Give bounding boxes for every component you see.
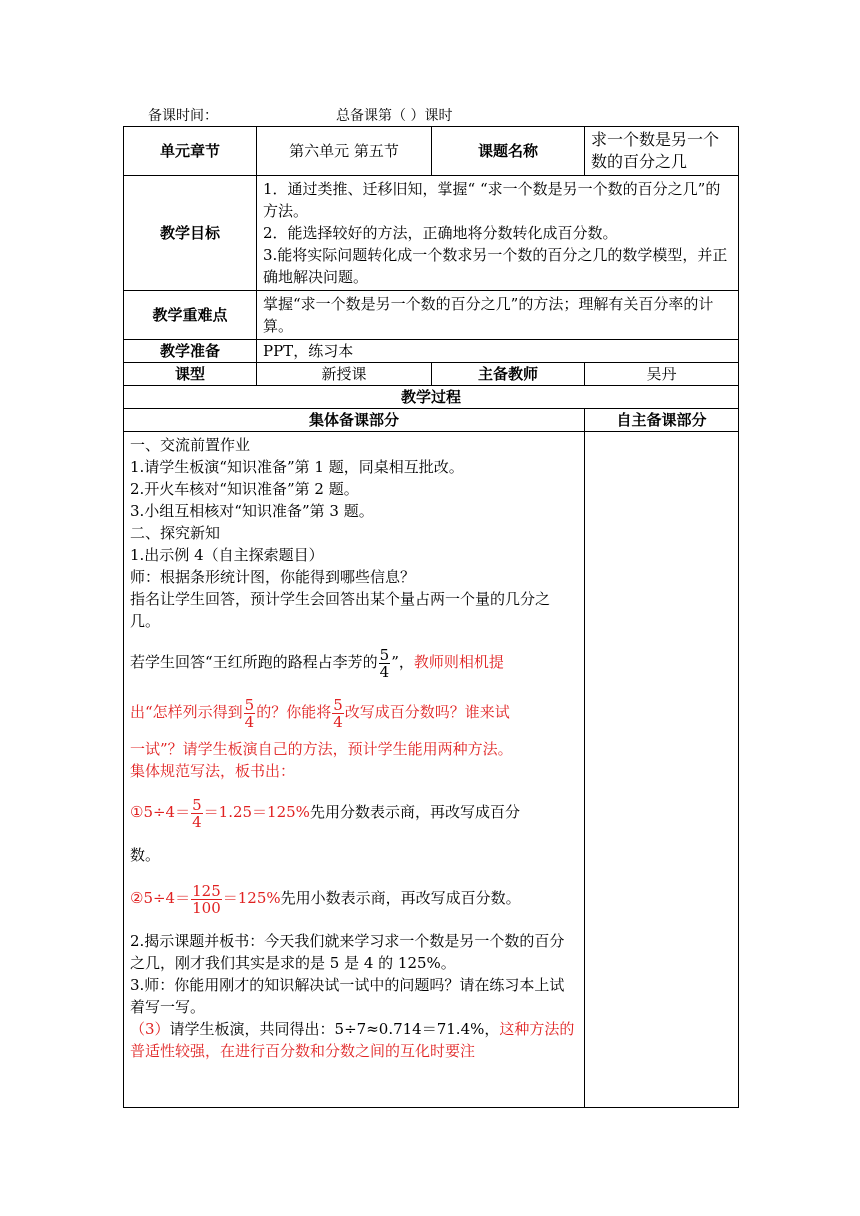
- type-value: 新授课: [257, 363, 432, 386]
- teacher-prompt-line: 一试”？请学生板演自己的方法，预计学生能用两种方法。: [130, 740, 513, 758]
- numerator: 5: [244, 695, 255, 714]
- denominator: 4: [192, 812, 202, 831]
- text: 改写成百分数吗？谁来试: [344, 703, 510, 721]
- step-text: 1.请学生板演“知识准备”第 1 题，同桌相互批改。: [130, 458, 464, 476]
- goal-item: 3.能将实际问题转化成一个数求另一个数的百分之几的数学模型，并正确地解决问题。: [263, 246, 728, 286]
- unit-label: 单元章节: [124, 127, 257, 176]
- denominator: 4: [244, 712, 255, 731]
- step-text: 指名让学生回答，预计学生会回答出某个量占两一个量的几分之几。: [130, 590, 551, 630]
- text: 出“怎样列示得到: [130, 703, 243, 721]
- type-label: 课型: [124, 363, 257, 386]
- topic-value: 求一个数是另一个数的百分之几: [585, 127, 739, 176]
- step-text: 3.师：你能用刚才的知识解决试一试中的问题吗？请在练习本上试着写一写。: [130, 976, 565, 1016]
- process-title: 教学过程: [124, 386, 739, 409]
- step-text: 2.揭示课题并板书：今天我们就来学习求一个数是另一个数的百分之几，刚才我们其实是求的是 5 是 4 的 125%。: [130, 932, 565, 972]
- step-text: 师：根据条形统计图，你能得到哪些信息？: [130, 568, 416, 586]
- goal-item: 2．能选择较好的方法，正确地将分数转化成百分数。: [263, 224, 618, 242]
- group-prep-content: [124, 432, 585, 1108]
- step-text: [130, 1018, 578, 1062]
- text: 先用小数表示商，再改写成百分数。: [280, 889, 521, 907]
- text: 的？你能将: [256, 703, 332, 721]
- section-heading: 二、探究新知: [130, 524, 221, 542]
- red-text: 这种方法的普适性较强，在进行百分数和分数之间的互化时要注: [130, 1020, 575, 1060]
- self-prep-header: 自主备课部分: [585, 409, 739, 432]
- fraction-5-4: [244, 697, 256, 730]
- key-points-value: 掌握“求一个数是另一个数的百分之几”的方法；理解有关百分率的计算。: [257, 291, 739, 340]
- formula: ＝1.25＝125%: [203, 803, 310, 821]
- lesson-plan-table: [123, 126, 739, 1108]
- formula: ①5÷4＝: [130, 803, 191, 821]
- prep-label: 教学准备: [124, 340, 257, 363]
- teacher-prompt-line: 集体规范写法，板书出：: [130, 762, 296, 780]
- text: 若学生回答“王红所跑的路程占李芳的: [130, 653, 378, 671]
- denominator: 4: [333, 712, 343, 731]
- method-one-line-end: 数。: [130, 846, 161, 864]
- method-one-line: [130, 794, 578, 830]
- step-text: 2.开火车核对“知识准备”第 2 题。: [130, 480, 359, 498]
- formula: ＝125%: [222, 889, 281, 907]
- numerator: 5: [192, 795, 202, 814]
- section-heading: 一、交流前置作业: [130, 436, 251, 454]
- prep-value: PPT，练习本: [257, 340, 739, 363]
- unit-value: 第六单元 第五节: [257, 127, 432, 176]
- step-text: 1.出示例 4（自主探索题目）: [130, 546, 324, 564]
- goal-item: 1．通过类推、迁移旧知，掌握“ “求一个数是另一个数的百分之几”的方法。: [263, 180, 721, 220]
- key-points-label: 教学重难点: [124, 291, 257, 340]
- goals-cell: [257, 176, 739, 291]
- fraction-5-4: [332, 697, 344, 730]
- goal-label: 教学目标: [124, 176, 257, 291]
- teacher-value: 吴丹: [585, 363, 739, 386]
- topic-label: 课题名称: [432, 127, 585, 176]
- red-text: 教师则相机提: [413, 653, 504, 671]
- denominator: 4: [379, 662, 390, 681]
- numerator: 5: [333, 695, 343, 714]
- text: 请学生板演，共同得出：5÷7≈0.714＝71.4%，: [169, 1020, 500, 1038]
- student-answer-line: [130, 644, 578, 680]
- fraction-125-100: [191, 883, 222, 916]
- text: ”，: [391, 653, 414, 671]
- total-lesson-label: 总备课第（ ）课时: [336, 108, 453, 124]
- numerator: 5: [379, 645, 390, 664]
- method-two-line: [130, 880, 578, 916]
- formula: ②5÷4＝: [130, 889, 191, 907]
- fraction-5-4: [191, 797, 203, 830]
- prep-time-label: 备课时间：: [148, 108, 218, 124]
- self-prep-content: [585, 432, 739, 1108]
- group-prep-header: 集体备课部分: [124, 409, 585, 432]
- fraction-5-4: [379, 647, 391, 680]
- numerator: 125: [192, 881, 221, 900]
- teacher-prompt-line: [130, 694, 578, 730]
- red-text: （3）: [130, 1020, 170, 1038]
- teacher-label: 主备教师: [432, 363, 585, 386]
- text: 先用分数表示商，再改写成百分: [309, 803, 520, 821]
- denominator: 100: [192, 898, 221, 917]
- step-text: 3.小组互相核对“知识准备”第 3 题。: [130, 502, 374, 520]
